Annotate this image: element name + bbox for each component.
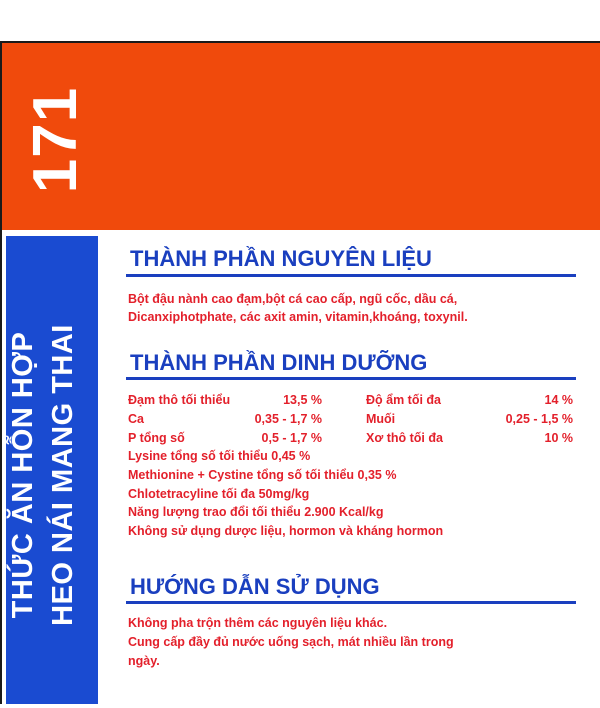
nutrition-line: Năng lượng trao đổi tối thiểu 2.900 Kcal/kg [128, 505, 384, 519]
nutrient-label: Đạm thô tối thiểu [128, 393, 231, 407]
usage-line: Cung cấp đầy đủ nước uống sạch, mát nhiều lần trong [128, 635, 454, 649]
ingredients-line: Bột đậu nành cao đạm,bột cá cao cấp, ngũ cốc, dầu cá, [128, 292, 458, 306]
usage-line: ngày. [128, 654, 160, 668]
nutrient-label: Muối [366, 412, 396, 426]
product-title-line-1: THỨC ĂN HỖN HỢP [7, 331, 39, 619]
nutrition-rule [126, 377, 576, 380]
product-code: 171 [21, 86, 90, 194]
nutrient-value: 13,5 % [283, 393, 322, 407]
product-title [3, 242, 93, 708]
label-content [98, 230, 600, 704]
nutrient-value: 0,25 - 1,5 % [505, 412, 573, 426]
nutrition-line: Methionine + Cystine tổng số tối thiểu 0,35 % [128, 468, 397, 482]
usage-rule [126, 601, 576, 604]
nutrition-line: Lysine tổng số tối thiểu 0,45 % [128, 449, 311, 463]
orange-header-band [0, 43, 600, 230]
nutrient-value: 0,5 - 1,7 % [261, 431, 322, 445]
nutrient-value: 0,35 - 1,7 % [254, 412, 322, 426]
ingredients-heading: THÀNH PHẦN NGUYÊN LIỆU [130, 246, 432, 271]
ingredients-rule [126, 274, 576, 277]
nutrient-label: P tổng số [128, 431, 185, 445]
product-title-line-2: HEO NÁI MANG THAI [47, 324, 79, 626]
nutrient-label: Độ ẩm tối đa [366, 393, 442, 407]
usage-line: Không pha trộn thêm các nguyên liệu khác. [128, 616, 388, 630]
nutrient-label: Ca [128, 412, 144, 426]
nutrition-line: Chlotetracyline tối đa 50mg/kg [128, 487, 310, 501]
nutrition-heading: THÀNH PHẦN DINH DƯỠNG [130, 350, 428, 375]
nutrient-value: 14 % [544, 393, 573, 407]
ingredients-line: Dicanxiphotphate, các axit amin, vitamin,khoáng, toxynil. [128, 310, 468, 324]
nutrition-line: Không sử dụng dược liệu, hormon và kháng hormon [128, 524, 444, 538]
nutrient-label: Xơ thô tối đa [366, 431, 443, 445]
usage-heading: HƯỚNG DẪN SỬ DỤNG [130, 574, 380, 599]
nutrient-value: 10 % [544, 431, 573, 445]
